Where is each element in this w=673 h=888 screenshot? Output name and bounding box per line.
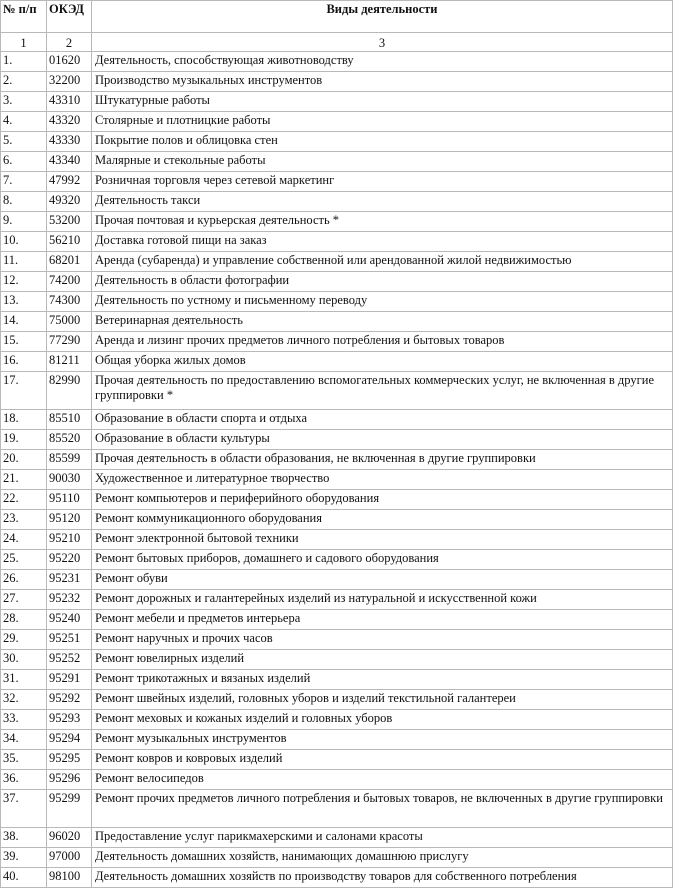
okved-code: 56210	[47, 232, 92, 252]
okved-code: 82990	[47, 372, 92, 410]
row-number: 10.	[1, 232, 47, 252]
activity-name: Ремонт коммуникационного оборудования	[92, 510, 673, 530]
table-row	[1, 470, 673, 490]
table-row	[1, 610, 673, 630]
okved-code: 97000	[47, 848, 92, 868]
row-number: 16.	[1, 352, 47, 372]
column-number: 2	[47, 33, 92, 52]
row-number: 25.	[1, 550, 47, 570]
activity-name: Деятельность по устному и письменному переводу	[92, 292, 673, 312]
row-number: 22.	[1, 490, 47, 510]
row-number: 3.	[1, 92, 47, 112]
row-number: 30.	[1, 650, 47, 670]
activity-name: Аренда и лизинг прочих предметов личного потребления и бытовых товаров	[92, 332, 673, 352]
activity-name: Деятельность в области фотографии	[92, 272, 673, 292]
activity-name: Деятельность, способствующая животноводству	[92, 52, 673, 72]
row-number: 35.	[1, 750, 47, 770]
table-row	[1, 550, 673, 570]
table-row	[1, 530, 673, 550]
column-number: 1	[1, 33, 47, 52]
table-row	[1, 132, 673, 152]
table-row	[1, 650, 673, 670]
okved-code: 95294	[47, 730, 92, 750]
table-row	[1, 450, 673, 470]
table-row	[1, 790, 673, 828]
okved-code: 43320	[47, 112, 92, 132]
okved-code: 43330	[47, 132, 92, 152]
row-number: 2.	[1, 72, 47, 92]
activity-name: Деятельность такси	[92, 192, 673, 212]
activity-name: Производство музыкальных инструментов	[92, 72, 673, 92]
activity-name: Ремонт музыкальных инструментов	[92, 730, 673, 750]
column-number: 3	[92, 33, 673, 52]
table-row	[1, 112, 673, 132]
row-number: 8.	[1, 192, 47, 212]
activity-name: Покрытие полов и облицовка стен	[92, 132, 673, 152]
activity-name: Ремонт мебели и предметов интерьера	[92, 610, 673, 630]
table-row	[1, 570, 673, 590]
activity-name: Деятельность домашних хозяйств, нанимающих домашнюю прислугу	[92, 848, 673, 868]
table-row	[1, 292, 673, 312]
table-row	[1, 312, 673, 332]
okved-code: 49320	[47, 192, 92, 212]
table-row	[1, 332, 673, 352]
table-row	[1, 750, 673, 770]
okved-code: 68201	[47, 252, 92, 272]
okved-code: 74300	[47, 292, 92, 312]
okved-code: 95110	[47, 490, 92, 510]
row-number: 11.	[1, 252, 47, 272]
row-number: 20.	[1, 450, 47, 470]
okved-code: 95295	[47, 750, 92, 770]
activity-name: Ремонт компьютеров и периферийного оборудования	[92, 490, 673, 510]
okved-code: 85520	[47, 430, 92, 450]
row-number: 18.	[1, 410, 47, 430]
activity-name: Ремонт прочих предметов личного потребления и бытовых товаров, не включенных в другие группировки	[92, 790, 673, 828]
table-row	[1, 172, 673, 192]
table-row	[1, 630, 673, 650]
row-number: 6.	[1, 152, 47, 172]
table-row	[1, 272, 673, 292]
table-row	[1, 670, 673, 690]
row-number: 14.	[1, 312, 47, 332]
activity-name: Доставка готовой пищи на заказ	[92, 232, 673, 252]
header-okved: ОКЭД	[47, 1, 92, 33]
row-number: 19.	[1, 430, 47, 450]
activity-name: Ремонт велосипедов	[92, 770, 673, 790]
row-number: 23.	[1, 510, 47, 530]
activity-name: Розничная торговля через сетевой маркетинг	[92, 172, 673, 192]
table-body	[1, 52, 673, 888]
okved-code: 85599	[47, 450, 92, 470]
table-row	[1, 490, 673, 510]
row-number: 33.	[1, 710, 47, 730]
activity-name: Ремонт швейных изделий, головных уборов и изделий текстильной галантереи	[92, 690, 673, 710]
header-activity: Виды деятельности	[92, 1, 673, 33]
row-number: 28.	[1, 610, 47, 630]
table-row	[1, 252, 673, 272]
activity-name: Ремонт наручных и прочих часов	[92, 630, 673, 650]
okved-code: 95240	[47, 610, 92, 630]
activity-name: Прочая почтовая и курьерская деятельность *	[92, 212, 673, 232]
okved-code: 95220	[47, 550, 92, 570]
row-number: 9.	[1, 212, 47, 232]
activity-name: Ремонт бытовых приборов, домашнего и садового оборудования	[92, 550, 673, 570]
activity-name: Штукатурные работы	[92, 92, 673, 112]
activity-name: Предоставление услуг парикмахерскими и салонами красоты	[92, 828, 673, 848]
row-number: 26.	[1, 570, 47, 590]
table-row	[1, 690, 673, 710]
activity-name: Прочая деятельность по предоставлению вспомогательных коммерческих услуг, не включенная в другие группировки *	[92, 372, 673, 410]
activity-name: Ветеринарная деятельность	[92, 312, 673, 332]
okved-code: 95232	[47, 590, 92, 610]
activity-name: Малярные и стекольные работы	[92, 152, 673, 172]
row-number: 4.	[1, 112, 47, 132]
column-number-row	[1, 33, 673, 52]
table-row	[1, 212, 673, 232]
row-number: 1.	[1, 52, 47, 72]
okved-code: 95231	[47, 570, 92, 590]
activity-name: Аренда (субаренда) и управление собственной или арендованной жилой недвижимостью	[92, 252, 673, 272]
okved-code: 95296	[47, 770, 92, 790]
row-number: 38.	[1, 828, 47, 848]
activity-name: Образование в области спорта и отдыха	[92, 410, 673, 430]
table-row	[1, 770, 673, 790]
table-row	[1, 730, 673, 750]
table-row	[1, 192, 673, 212]
activity-name: Ремонт трикотажных и вязаных изделий	[92, 670, 673, 690]
okved-code: 75000	[47, 312, 92, 332]
row-number: 7.	[1, 172, 47, 192]
okved-code: 81211	[47, 352, 92, 372]
activity-name: Ремонт меховых и кожаных изделий и головных уборов	[92, 710, 673, 730]
row-number: 24.	[1, 530, 47, 550]
activity-name: Ремонт ювелирных изделий	[92, 650, 673, 670]
table-row	[1, 710, 673, 730]
activity-name: Ремонт электронной бытовой техники	[92, 530, 673, 550]
okved-code: 95291	[47, 670, 92, 690]
okved-code: 95251	[47, 630, 92, 650]
table-row	[1, 232, 673, 252]
okved-code: 95292	[47, 690, 92, 710]
table-row	[1, 52, 673, 72]
okved-code: 47992	[47, 172, 92, 192]
okved-code: 90030	[47, 470, 92, 490]
table-row	[1, 152, 673, 172]
activity-name: Образование в области культуры	[92, 430, 673, 450]
row-number: 27.	[1, 590, 47, 610]
activity-name: Общая уборка жилых домов	[92, 352, 673, 372]
row-number: 15.	[1, 332, 47, 352]
okved-code: 95252	[47, 650, 92, 670]
okved-code: 53200	[47, 212, 92, 232]
table-row	[1, 352, 673, 372]
activity-name: Деятельность домашних хозяйств по производству товаров для собственного потребления	[92, 868, 673, 888]
okved-code: 74200	[47, 272, 92, 292]
row-number: 31.	[1, 670, 47, 690]
okved-code: 95299	[47, 790, 92, 828]
okved-code: 98100	[47, 868, 92, 888]
table-row	[1, 510, 673, 530]
okved-code: 01620	[47, 52, 92, 72]
row-number: 32.	[1, 690, 47, 710]
row-number: 21.	[1, 470, 47, 490]
activity-name: Ремонт ковров и ковровых изделий	[92, 750, 673, 770]
okved-code: 95210	[47, 530, 92, 550]
table-row	[1, 410, 673, 430]
activity-name: Прочая деятельность в области образования, не включенная в другие группировки	[92, 450, 673, 470]
table-row	[1, 828, 673, 848]
okved-code: 77290	[47, 332, 92, 352]
table-header-row	[1, 1, 673, 33]
row-number: 37.	[1, 790, 47, 828]
okved-code: 96020	[47, 828, 92, 848]
okved-code: 85510	[47, 410, 92, 430]
table-row	[1, 92, 673, 112]
row-number: 39.	[1, 848, 47, 868]
activity-name: Художественное и литературное творчество	[92, 470, 673, 490]
okved-code: 95120	[47, 510, 92, 530]
row-number: 12.	[1, 272, 47, 292]
table-row	[1, 590, 673, 610]
row-number: 40.	[1, 868, 47, 888]
table-row	[1, 430, 673, 450]
row-number: 36.	[1, 770, 47, 790]
activity-name: Столярные и плотницкие работы	[92, 112, 673, 132]
row-number: 5.	[1, 132, 47, 152]
okved-code: 32200	[47, 72, 92, 92]
table-row	[1, 72, 673, 92]
row-number: 34.	[1, 730, 47, 750]
table-row	[1, 868, 673, 888]
header-number: № п/п	[1, 1, 47, 33]
okved-code: 95293	[47, 710, 92, 730]
okved-code: 43340	[47, 152, 92, 172]
activity-name: Ремонт обуви	[92, 570, 673, 590]
okved-code: 43310	[47, 92, 92, 112]
row-number: 29.	[1, 630, 47, 650]
row-number: 13.	[1, 292, 47, 312]
table-row	[1, 848, 673, 868]
table-row	[1, 372, 673, 410]
row-number: 17.	[1, 372, 47, 410]
activity-name: Ремонт дорожных и галантерейных изделий из натуральной и искусственной кожи	[92, 590, 673, 610]
